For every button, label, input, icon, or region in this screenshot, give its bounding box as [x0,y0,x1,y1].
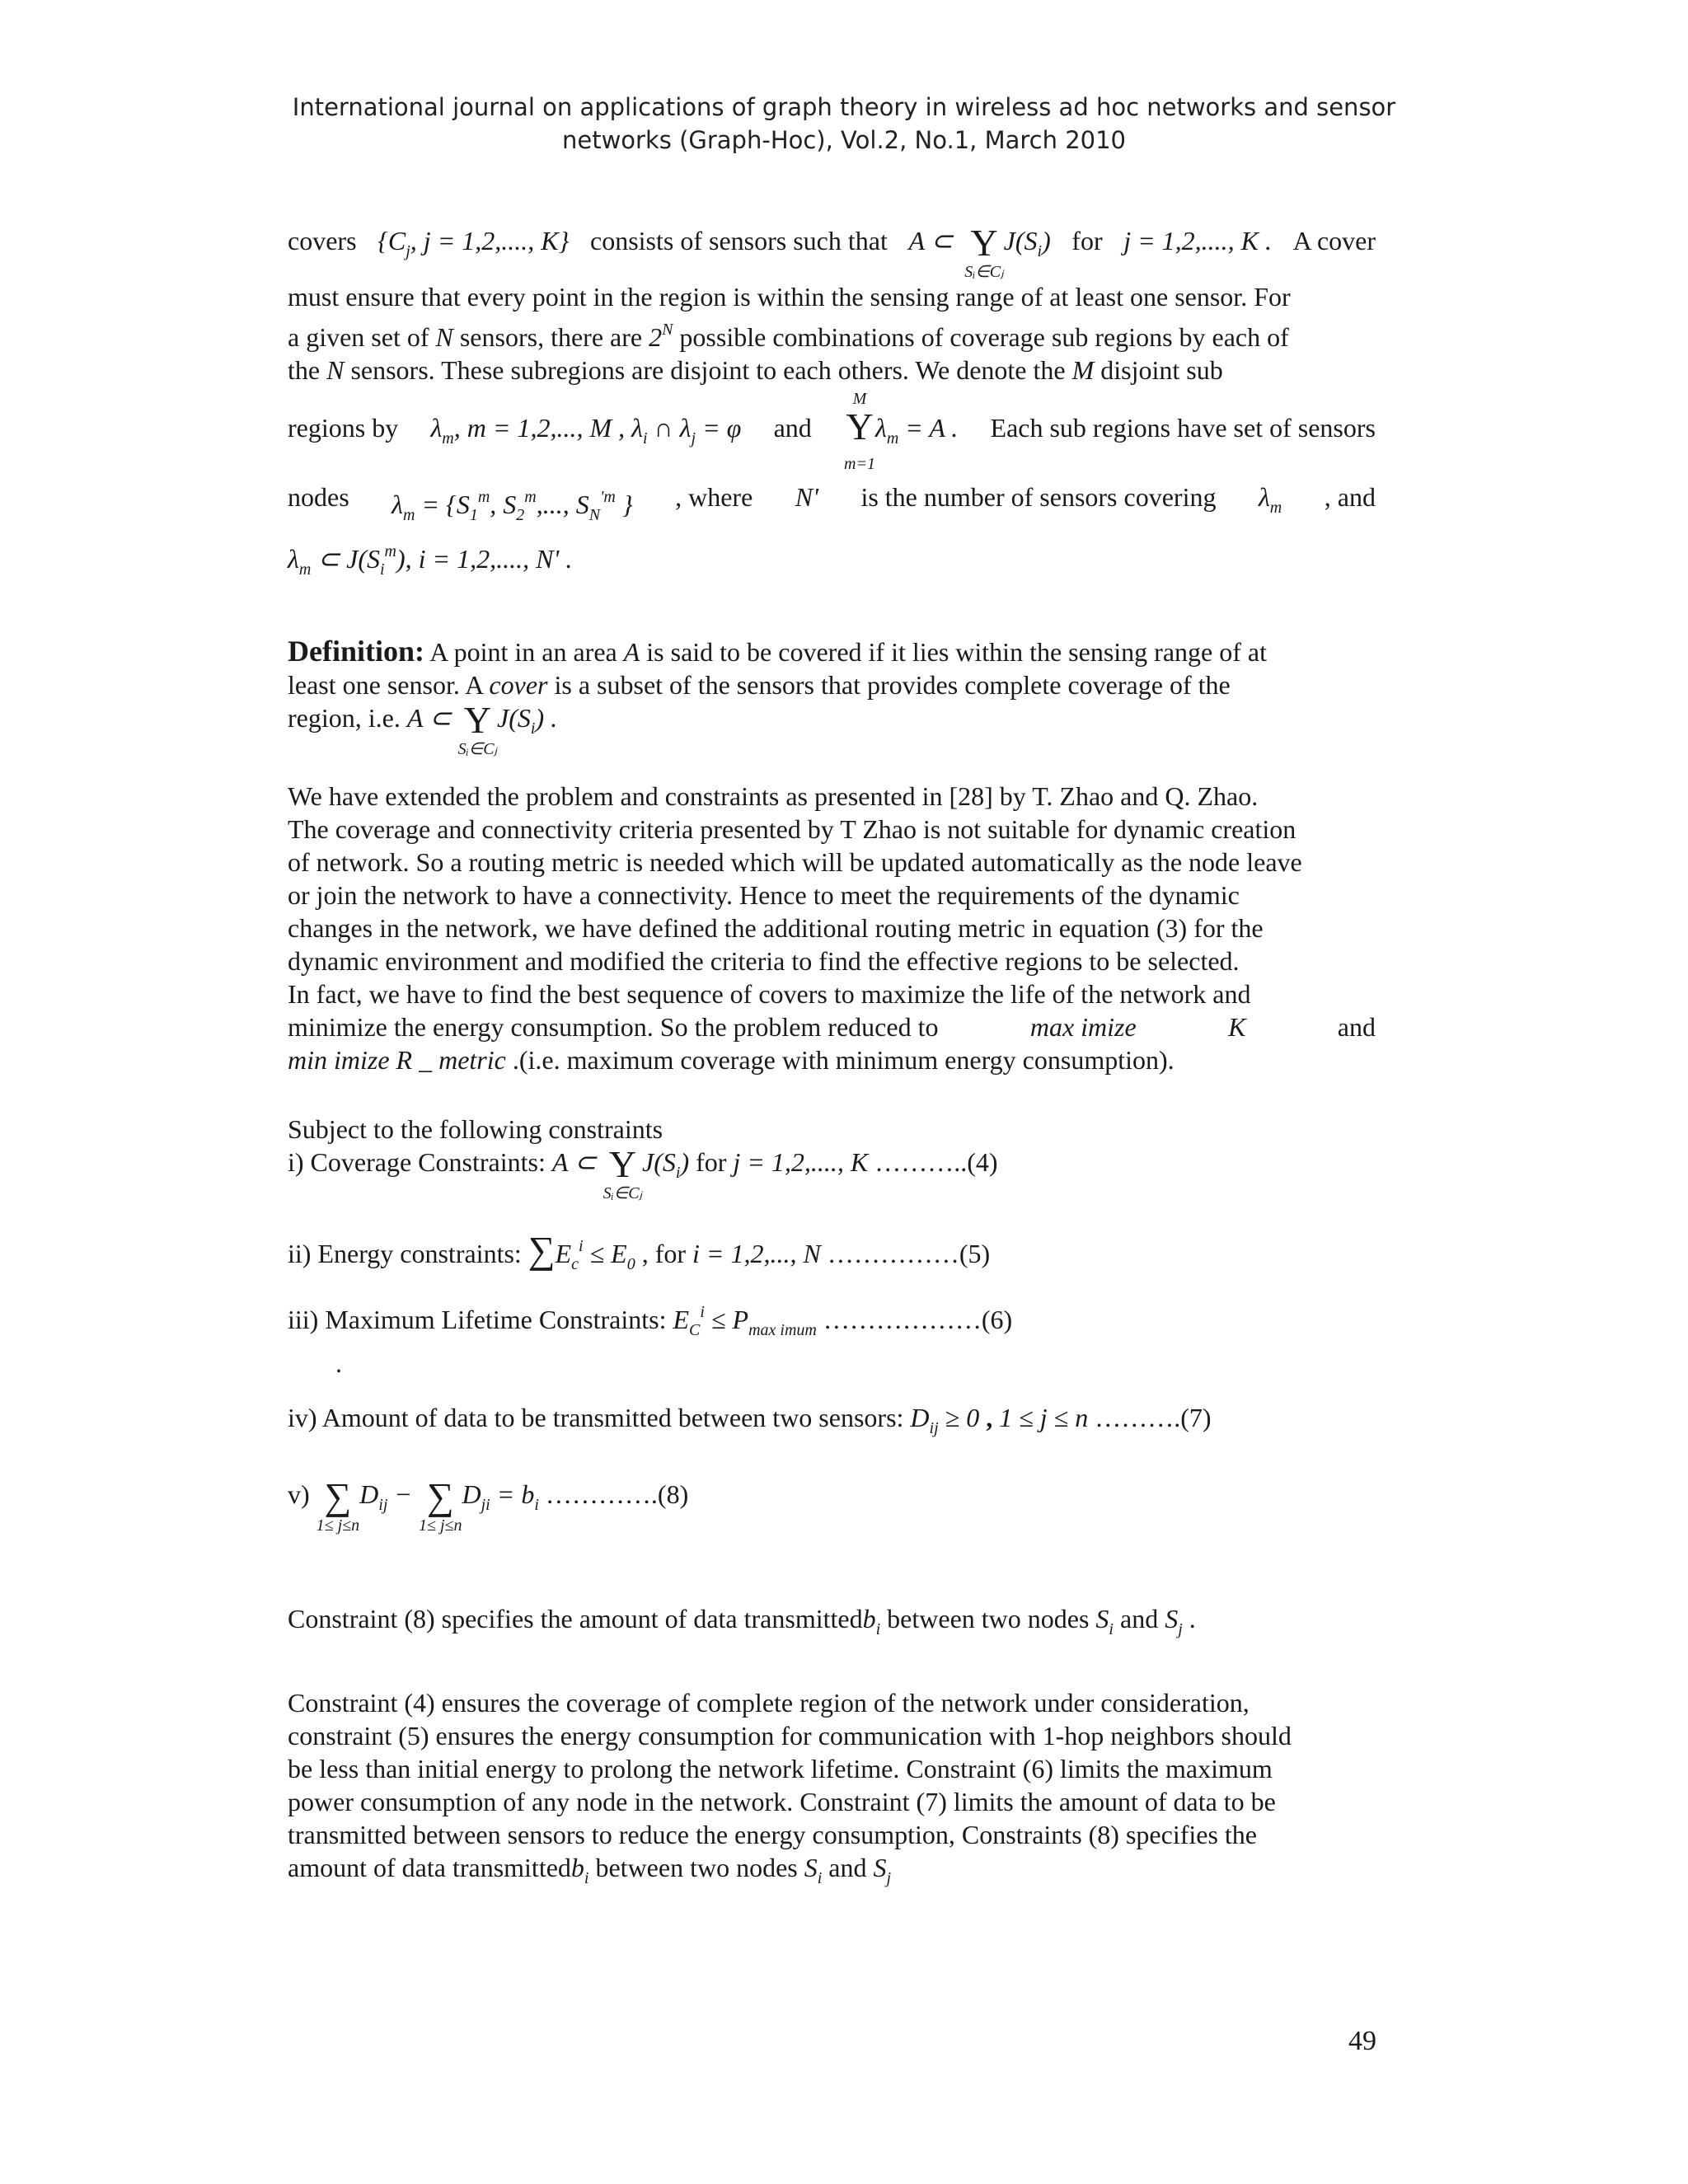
journal-header [247,91,1441,157]
header-line-1: International journal on applications of graph theory in wireless ad hoc networks and sensor [292,93,1396,121]
constraint-data-amount: iv) Amount of data to be transmitted between two sensors: $D_{ij} \ge 0$ , 1 ≤ j ≤ n ……….(7) [288,1403,1212,1437]
page-number: 49 [1348,2026,1376,2056]
line: covers {$C_j$, j = 1,2,...., K} consists of sensors such that A ⊂ Y Sᵢ∈Cⱼ $J(S_i)$ for j = 1,2,...., K . A cover [288,222,1376,281]
text-line: be less than initial energy to prolong the network lifetime. Constraint (6) limits the maximum [288,1754,1273,1783]
paragraph-extension [288,780,1376,977]
union-operator: Y Sᵢ∈Cⱼ [603,1143,643,1202]
paragraph-objective: In fact, we have to find the best sequence of covers to maximize the life of the network and minimize the energy consumption. So the problem reduced to max imize K and min imize R _ metric .(i.e. maximum coverage with minimum energy consumption). [288,979,1376,1075]
constraint-flow: v) ∑ 1≤ j≤n $D_{ij}$ − ∑ 1≤ j≤n $D_{ji} = b_i$ ………….(8) [288,1475,689,1535]
text-line: The coverage and connectivity criteria presented by T Zhao is not suitable for dynamic creation [288,814,1296,844]
text-line: or join the network to have a connectivity. Hence to meet the requirements of the dynamic [288,880,1240,910]
paragraph-constraints-explained [288,1686,1376,1895]
constraints-list: Subject to the following constraints i) Coverage Constraints: A ⊂ Y Sᵢ∈Cⱼ $J(S_i)$ for j = 1,2,...., K ………..(4) ii) Energy constraints: $\sum E_c^i \le E_0$ , for i = 1,2,..., N ……………(5) iii) Maximum Lifetime Constraints: $E_C^i \le P_{max imum}$ ………………(6) . iv) Amount of data to be transmitted between two sensors: $D_{ij} \ge 0$ , 1 ≤ j ≤ n ……….(7) v) ∑ 1≤ j≤n $D_{ij}$ − ∑ 1≤ j≤n $D_{ji} = b_i$ ………….(8) [288,1113,1376,1535]
sum-operator: ∑ 1≤ j≤n [419,1475,462,1535]
constraints-intro: Subject to the following constraints [288,1114,663,1144]
text-line: Constraint (4) ensures the coverage of complete region of the network under consideration, [288,1688,1250,1718]
definition-block: Definition: A point in an area A is said to be covered if it lies within the sensing range of at least one sensor. A cover is a subset of the sensors that provides complete coverage of the region, i.e. A ⊂ Y Sᵢ∈Cⱼ $J(S_i)$ . [288,635,1267,758]
constraint-lifetime: iii) Maximum Lifetime Constraints: $E_C^i \le P_{max imum}$ ………………(6) [288,1303,1013,1339]
paragraph-cover-definition: covers {$C_j$, j = 1,2,...., K} consists of sensors such that A ⊂ Y Sᵢ∈Cⱼ $J(S_i)$ for j = 1,2,...., K . A cover must ensure that every point in the region is within the sensing range of at least one sensor. For a given set of N sensors, there are $2^N$ possible combinations of coverage sub regions by each of the N sensors. These subregions are disjoint to each others. We denote the M disjoint sub regions by $\lambda_m$, m = 1,2,..., M , $\lambda_i$ ∩ $\lambda_j = \varphi$ and M Y m=1 $\lambda_m = A$ . Each sub regions have set of sensors nodes $\lambda_m = \{S_1^m$, $S_2^m$,..., $S_N^{'m}$ } , where N' is the number of sensors covering $\lambda_m$ , and $\lambda_m$ ⊂ $J(S_i^m)$, i = 1,2,...., N' . [288,222,1376,579]
definition-label: Definition: [288,635,424,668]
union-operator: M Y m=1 [844,390,875,473]
text-line: of network. So a routing metric is needed which will be updated automatically as the node leave [288,847,1302,877]
union-operator: Y Sᵢ∈Cⱼ [964,222,1004,281]
union-operator: Y Sᵢ∈Cⱼ [457,699,498,758]
constraint-coverage: i) Coverage Constraints: A ⊂ Y Sᵢ∈Cⱼ $J(S_i)$ for j = 1,2,...., K ………..(4) [288,1143,998,1202]
text-line: changes in the network, we have defined the additional routing metric in equation (3) for the [288,913,1264,943]
text-line: dynamic environment and modified the criteria to find the effective regions to be selected. [288,946,1240,976]
sum-operator: ∑ 1≤ j≤n [316,1475,360,1535]
text-line: constraint (5) ensures the energy consumption for communication with 1-hop neighbors should [288,1721,1292,1750]
text-line: transmitted between sensors to reduce the energy consumption, Constraints (8) specifies the [288,1820,1257,1849]
text-line: power consumption of any node in the network. Constraint (7) limits the amount of data to be [288,1787,1276,1816]
text-line: amount of data transmittedb$_i$ between two nodes $S_i$ and $S_j$ [288,1853,892,1887]
constraint-energy: ii) Energy constraints: $\sum E_c^i \le E_0$ , for i = 1,2,..., N ……………(5) [288,1229,991,1273]
header-line-2: networks (Graph-Hoc), Vol.2, No.1, March 2010 [561,126,1127,154]
text-line: We have extended the problem and constraints as presented in [28] by T. Zhao and Q. Zhao. [288,781,1259,811]
paragraph-constraint-8: Constraint (8) specifies the amount of data transmittedb$_i$ between two nodes $S_i$ and $S_j$ . [288,1604,1196,1638]
